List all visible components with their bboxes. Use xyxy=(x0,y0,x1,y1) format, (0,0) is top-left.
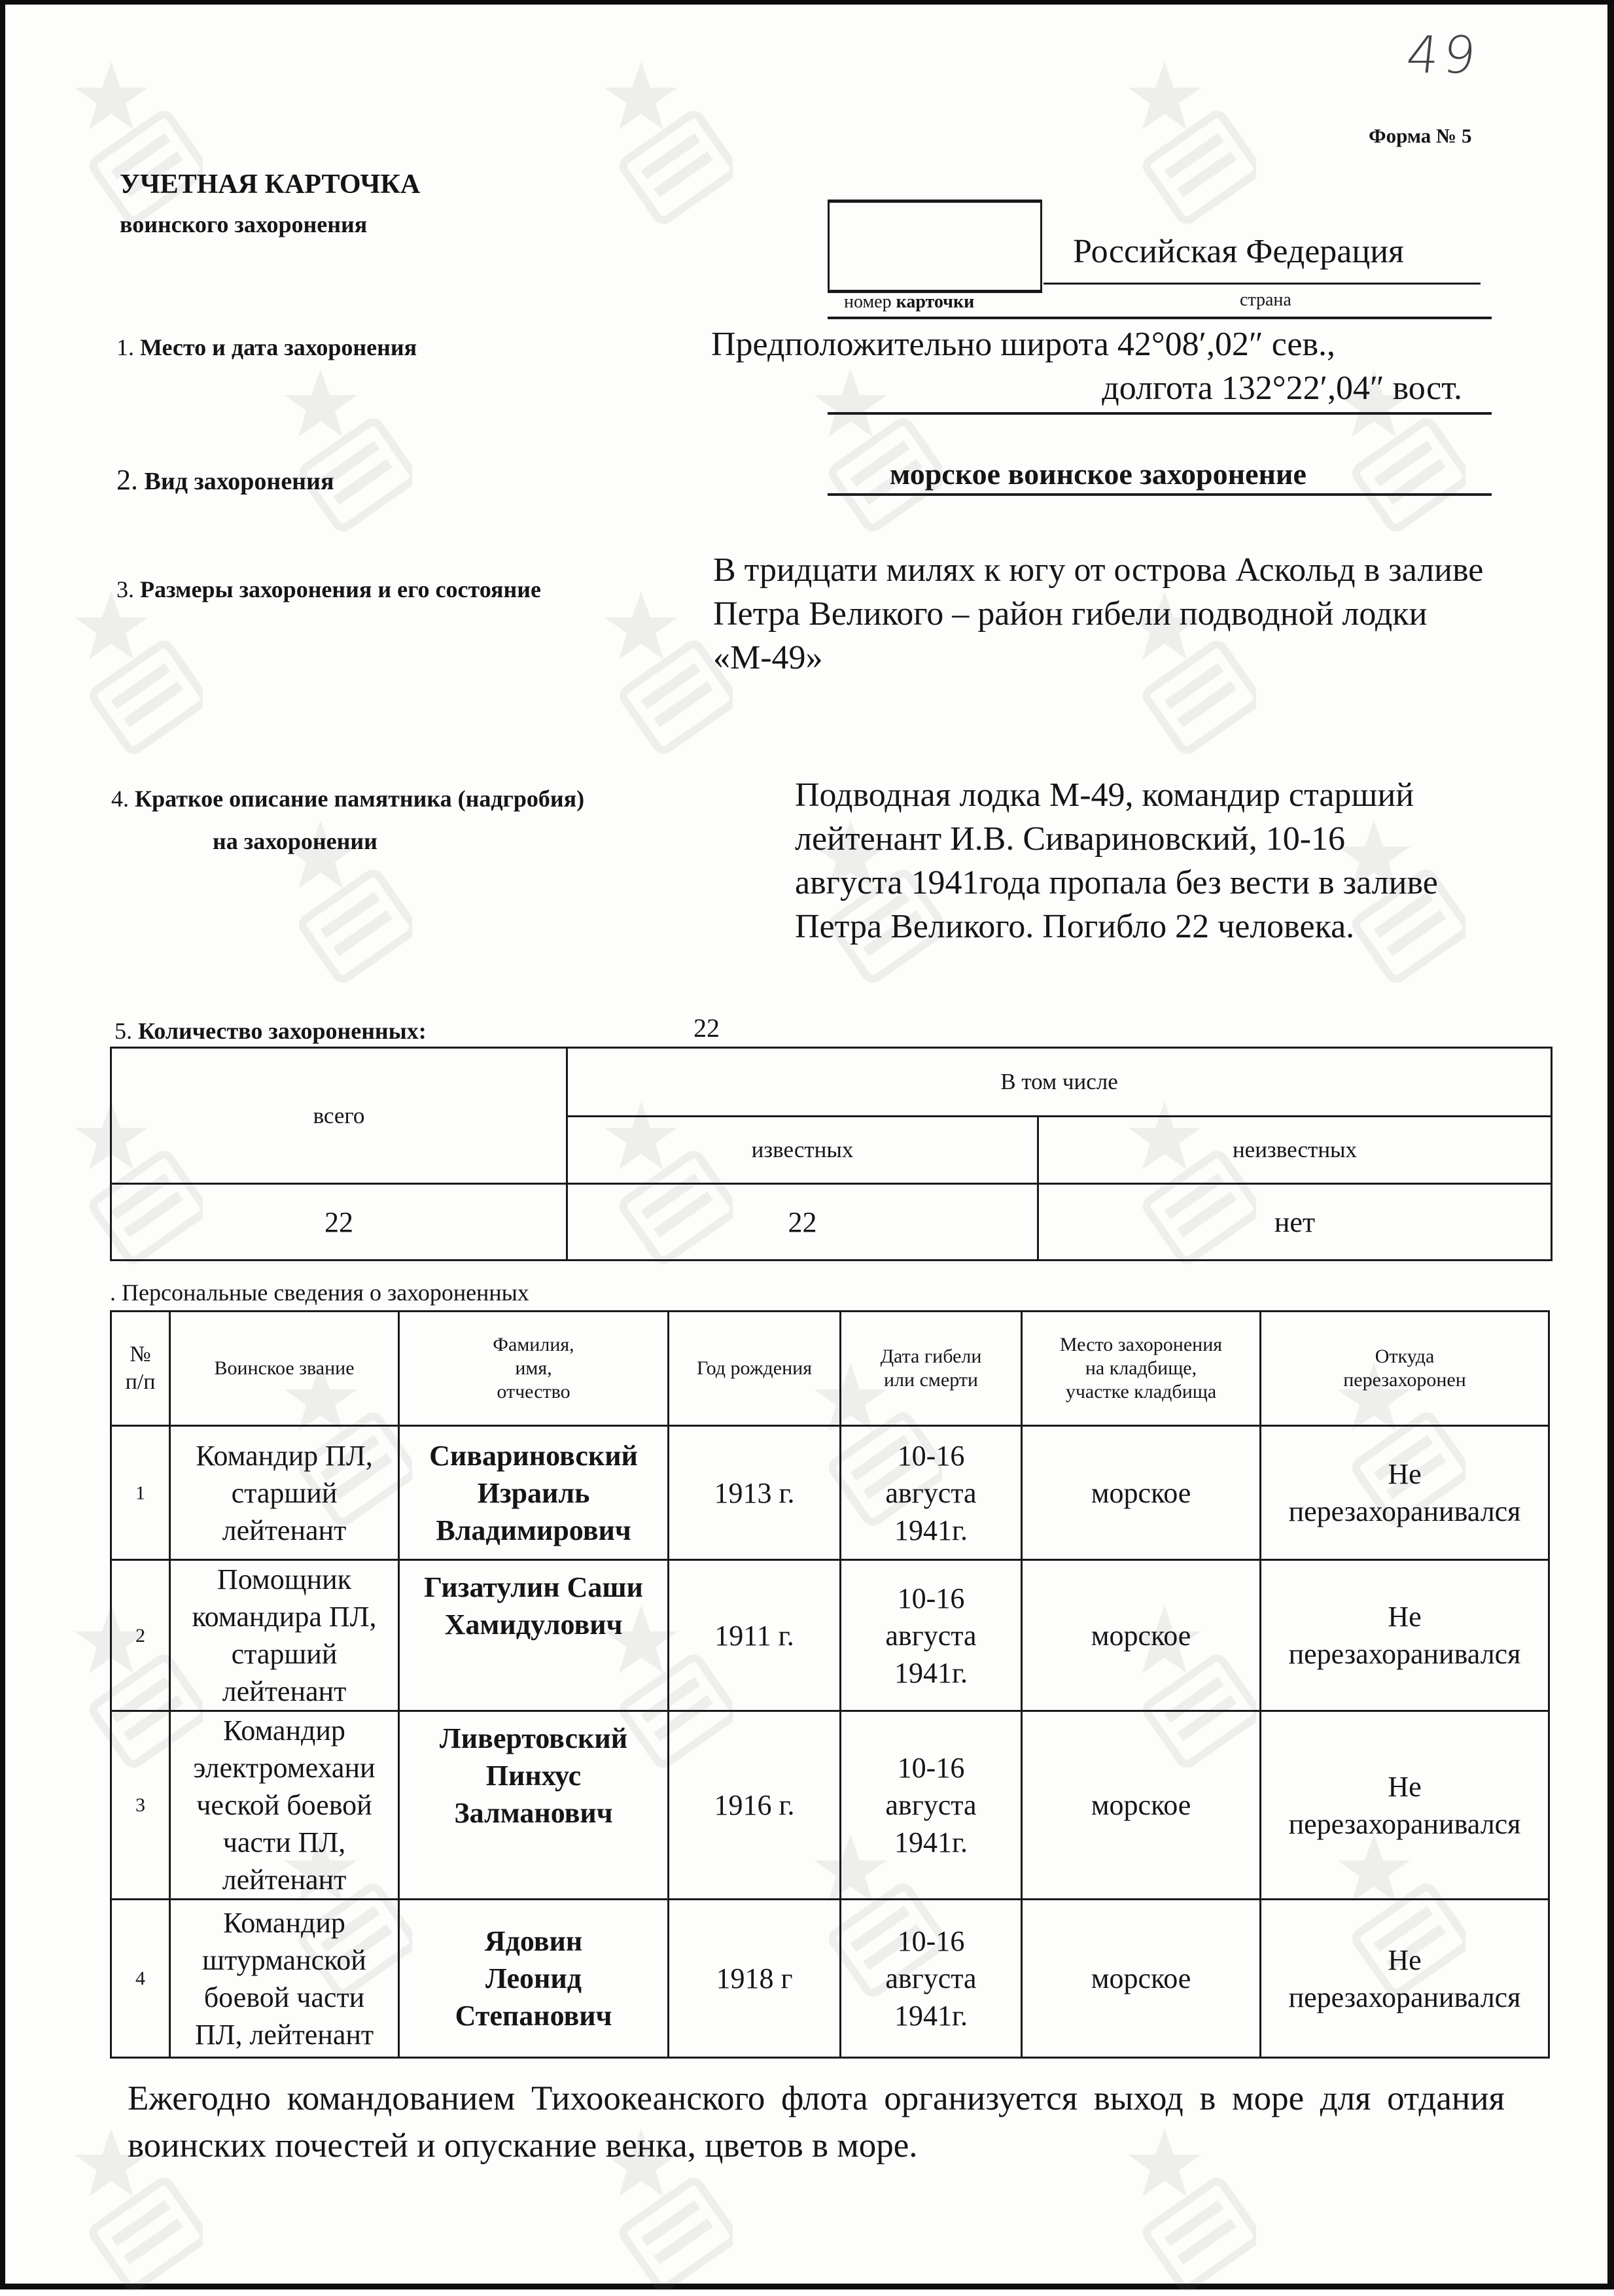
person-burial-place: морское xyxy=(1022,1426,1261,1560)
section-4-label xyxy=(111,785,584,812)
person-birth-year: 1916 г. xyxy=(669,1711,841,1900)
person-reburied-from xyxy=(1261,1900,1549,2058)
person-rank-line: боевой части xyxy=(203,1981,365,2013)
person-reburied-from-line: Не xyxy=(1388,1601,1422,1633)
person-death-date-line: 1941г. xyxy=(894,1514,968,1546)
person-birth-year: 1918 г xyxy=(669,1900,841,2058)
burial-count-table xyxy=(110,1047,1553,1261)
person-name xyxy=(399,1426,669,1560)
person-name xyxy=(399,1900,669,2058)
monument-line-1: Подводная лодка М-49, командир старший xyxy=(795,776,1414,814)
person-burial-place: морское xyxy=(1022,1711,1261,1900)
count-table-data-row xyxy=(111,1184,1552,1261)
monument-description xyxy=(795,773,1438,948)
person-reburied-from-line: Не xyxy=(1388,1458,1422,1490)
section-2-number: 2. xyxy=(116,464,138,496)
section-4-number: 4. xyxy=(111,786,129,812)
person-reburied-from-line: Не xyxy=(1388,1943,1422,1976)
size-line-3: «М-49» xyxy=(713,639,823,676)
person-name-line: Владимирович xyxy=(436,1514,631,1546)
person-name-line: Пинхус xyxy=(485,1760,582,1792)
person-reburied-from xyxy=(1261,1560,1549,1711)
star-stamp-watermark-icon xyxy=(281,366,412,536)
document-subtitle: воинского захоронения xyxy=(120,211,368,237)
footer-note: Ежегодно командованием Тихоокеанского флота организуется выход в море для отдания воинских почестей и опускание венка, цветов в море. xyxy=(128,2079,1505,2165)
person-rank-line: лейтенант xyxy=(222,1864,347,1896)
person-death-date-line: 10-16 xyxy=(897,1582,965,1614)
person-burial-place: морское xyxy=(1022,1900,1261,2058)
personal-section-title: . Персональные сведения о захороненных xyxy=(110,1279,529,1306)
card-number-box xyxy=(828,200,1042,293)
person-rank-line: Командир xyxy=(223,1906,345,1939)
personal-data-table xyxy=(110,1310,1550,2059)
country-underline xyxy=(1044,283,1481,285)
person-name-line: Хамидулович xyxy=(444,1609,623,1641)
count-table-header-row xyxy=(111,1048,1552,1117)
person-rank-line: старший xyxy=(231,1476,338,1509)
person-name-line: Израиль xyxy=(477,1476,590,1509)
person-death-date-line: августа xyxy=(885,1619,977,1652)
section-1-text: Место и дата захоронения xyxy=(140,334,417,360)
star-stamp-watermark-icon xyxy=(72,59,203,229)
person-death-date-line: августа xyxy=(885,1789,977,1821)
person-rank xyxy=(170,1560,399,1711)
person-row xyxy=(111,1560,1549,1711)
person-number: 2 xyxy=(111,1560,170,1711)
star-stamp-watermark-icon xyxy=(602,59,733,229)
person-rank-line: лейтенант xyxy=(222,1675,347,1707)
person-reburied-from-line: перезахоранивался xyxy=(1288,1495,1521,1527)
person-death-date-line: 10-16 xyxy=(897,1439,965,1472)
person-rank-line: командира ПЛ, xyxy=(192,1601,377,1633)
monument-line-4: Петра Великого. Погибло 22 человека. xyxy=(795,908,1355,945)
star-stamp-watermark-icon xyxy=(72,589,203,759)
person-row xyxy=(111,1900,1549,2058)
header-reburied-line: Откуда xyxy=(1375,1346,1435,1367)
person-number: 3 xyxy=(111,1711,170,1900)
header-name xyxy=(399,1312,669,1426)
person-rank-line: штурманской xyxy=(202,1943,366,1976)
place-line-1: Предположительно широта 42°08′,02″ сев., xyxy=(711,326,1336,363)
place-underline xyxy=(828,412,1492,415)
section-2-label xyxy=(116,463,334,496)
header-birth-year: Год рождения xyxy=(669,1312,841,1426)
person-rank-line: старший xyxy=(231,1638,338,1670)
header-name-line: отчество xyxy=(497,1381,570,1402)
known-count: 22 xyxy=(567,1184,1038,1261)
personal-table-header-row xyxy=(111,1312,1549,1426)
person-death-date-line: 1941г. xyxy=(894,1826,968,1858)
person-death-date-line: августа xyxy=(885,1962,977,1994)
size-line-1: В тридцати милях к югу от острова Аскольд в заливе xyxy=(713,551,1484,589)
person-rank-line: Командир xyxy=(223,1714,345,1747)
person-name-line: Ливертовский xyxy=(439,1722,628,1754)
section-5-number: 5. xyxy=(114,1018,132,1044)
section-2-text: Вид захоронения xyxy=(144,468,334,495)
section-1-label xyxy=(116,334,417,361)
handwritten-page-number: 49 xyxy=(1403,26,1482,85)
person-number: 1 xyxy=(111,1426,170,1560)
person-rank-line: ческой боевой xyxy=(196,1789,372,1821)
person-row xyxy=(111,1711,1549,1900)
header-death-date-line: или смерти xyxy=(884,1369,978,1391)
person-rank-line: ПЛ, лейтенант xyxy=(194,2018,374,2051)
scan-edge-left xyxy=(0,0,5,2289)
header-name-line: имя, xyxy=(515,1357,552,1379)
section-3-text: Размеры захоронения и его состояние xyxy=(140,576,541,602)
section-3-label xyxy=(116,576,541,603)
known-header: известных xyxy=(567,1117,1038,1184)
scan-edge-top xyxy=(0,0,1614,5)
card-number-label xyxy=(844,292,974,313)
place-line-2: долгота 132°22′,04″ вост. xyxy=(1102,370,1462,407)
person-rank xyxy=(170,1900,399,2058)
scan-edge-right xyxy=(1607,0,1614,2289)
person-death-date-line: 10-16 xyxy=(897,1925,965,1957)
header-burial-place-line: участке кладбища xyxy=(1065,1381,1217,1402)
unknown-count: нет xyxy=(1038,1184,1552,1261)
header-burial-place-line: на кладбище, xyxy=(1085,1357,1197,1379)
header-num-pp: п/п xyxy=(125,1370,156,1394)
card-number-label-bold: карточки xyxy=(896,292,975,312)
header-death-date-line: Дата гибели xyxy=(880,1346,982,1367)
section-5-label xyxy=(114,1017,427,1045)
section-4-text: Краткое описание памятника (надгробия) xyxy=(135,786,585,812)
section-4-label-line-2: на захоронении xyxy=(213,828,377,854)
document-title: УЧЕТНАЯ КАРТОЧКА xyxy=(120,169,421,200)
personal-table-body xyxy=(111,1426,1549,2058)
person-rank xyxy=(170,1711,399,1900)
unknown-header: неизвестных xyxy=(1038,1117,1552,1184)
person-death-date-line: 1941г. xyxy=(894,2000,968,2032)
burial-count-value: 22 xyxy=(693,1013,720,1043)
person-death-date-line: 10-16 xyxy=(897,1752,965,1784)
header-divider xyxy=(828,317,1492,319)
header-reburied-line: перезахоронен xyxy=(1343,1369,1466,1391)
total-header: всего xyxy=(111,1048,567,1184)
person-reburied-from-line: перезахоранивался xyxy=(1288,1807,1521,1840)
person-death-date xyxy=(841,1426,1022,1560)
person-reburied-from-line: перезахоранивался xyxy=(1288,1638,1521,1670)
person-rank-line: электромехани xyxy=(193,1752,376,1784)
section-5-text: Количество захороненных: xyxy=(138,1018,427,1044)
country-label: страна xyxy=(1240,290,1291,310)
person-reburied-from xyxy=(1261,1426,1549,1560)
header-num xyxy=(111,1312,170,1426)
person-name-line: Гизатулин Саши xyxy=(424,1571,643,1603)
section-1-number: 1. xyxy=(116,334,134,360)
person-death-date-line: августа xyxy=(885,1476,977,1509)
header-rank: Воинское звание xyxy=(170,1312,399,1426)
person-name-line: Сивариновский xyxy=(429,1439,638,1472)
star-stamp-watermark-icon xyxy=(1125,59,1256,229)
star-stamp-watermark-icon xyxy=(811,366,942,536)
section-3-number: 3. xyxy=(116,576,134,602)
card-number-label-plain: номер xyxy=(844,292,892,312)
monument-line-3: августа 1941года пропала без вести в заливе xyxy=(795,864,1438,901)
person-death-date xyxy=(841,1711,1022,1900)
size-line-2: Петра Великого – район гибели подводной лодки xyxy=(713,595,1428,633)
size-description xyxy=(713,548,1483,680)
person-name xyxy=(399,1711,669,1900)
scan-edge-bottom xyxy=(0,2284,1614,2289)
person-reburied-from-line: Не xyxy=(1388,1770,1422,1803)
person-birth-year: 1913 г. xyxy=(669,1426,841,1560)
header-num-sign: № xyxy=(130,1342,151,1366)
person-burial-place: морское xyxy=(1022,1560,1261,1711)
header-reburied-from xyxy=(1261,1312,1549,1426)
person-birth-year: 1911 г. xyxy=(669,1560,841,1711)
header-burial-place xyxy=(1022,1312,1261,1426)
person-rank-line: части ПЛ, xyxy=(222,1826,346,1858)
burial-type-underline xyxy=(828,493,1492,496)
country-value: Российская Федерация xyxy=(1073,233,1404,270)
person-rank-line: Командир ПЛ, xyxy=(196,1439,373,1472)
person-rank xyxy=(170,1426,399,1560)
person-death-date xyxy=(841,1900,1022,2058)
person-death-date xyxy=(841,1560,1022,1711)
person-reburied-from xyxy=(1261,1711,1549,1900)
person-reburied-from-line: перезахоранивался xyxy=(1288,1981,1521,2013)
burial-type-value: морское воинское захоронение xyxy=(890,457,1307,491)
person-name xyxy=(399,1560,669,1711)
monument-line-2: лейтенант И.В. Сивариновский, 10-16 xyxy=(795,820,1346,858)
person-name-line: Ядовин xyxy=(484,1925,583,1957)
header-burial-place-line: Место захоронения xyxy=(1059,1334,1223,1355)
header-death-date xyxy=(841,1312,1022,1426)
person-rank-line: Помощник xyxy=(217,1563,352,1595)
person-row xyxy=(111,1426,1549,1560)
person-name-line: Залманович xyxy=(454,1797,613,1829)
form-number: Форма № 5 xyxy=(1369,124,1472,147)
person-name-line: Степанович xyxy=(455,2000,612,2032)
person-number: 4 xyxy=(111,1900,170,2058)
including-header: В том числе xyxy=(567,1048,1552,1117)
person-death-date-line: 1941г. xyxy=(894,1656,968,1689)
total-count: 22 xyxy=(111,1184,567,1261)
header-name-line: Фамилия, xyxy=(493,1334,574,1355)
person-name-line: Леонид xyxy=(485,1962,582,1994)
person-rank-line: лейтенант xyxy=(222,1514,347,1546)
